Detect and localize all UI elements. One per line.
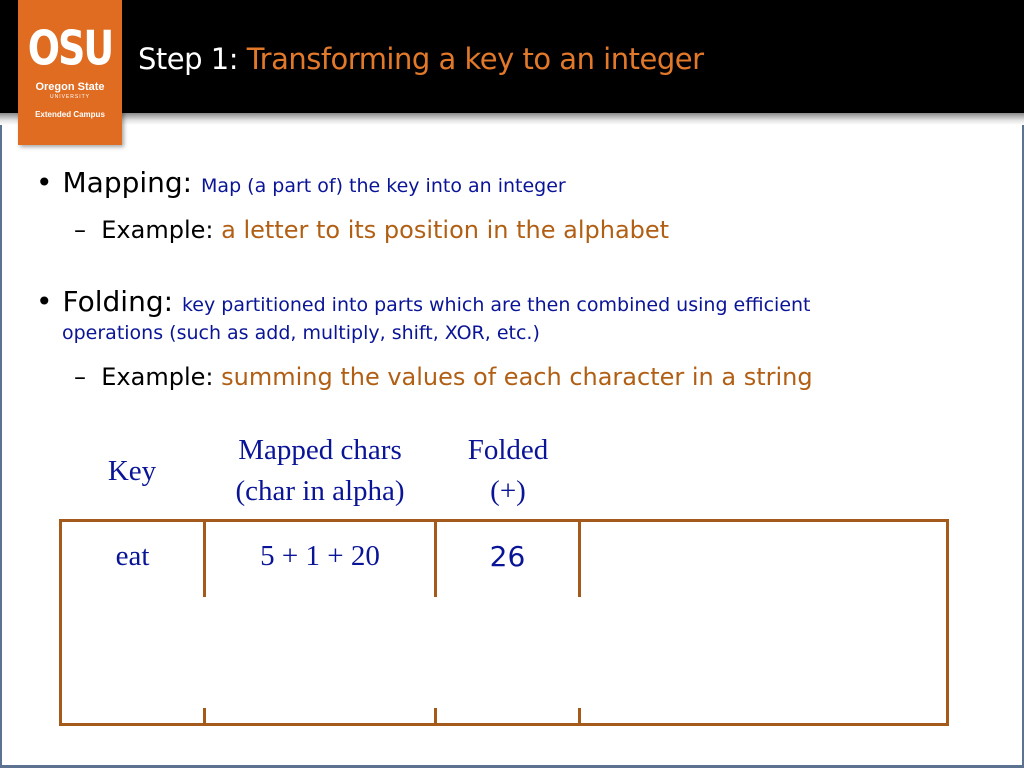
table-cell-mapped: 5 + 1 + 20 <box>260 540 380 572</box>
table-divider <box>578 519 581 597</box>
bullet-dot: • <box>36 285 53 318</box>
bullet-folding-term: Folding: <box>62 285 174 318</box>
column-header-folded <box>438 430 578 512</box>
dash-marker: – <box>74 363 102 391</box>
bullet-dot: • <box>36 166 53 199</box>
bullet-folding-example-text: summing the values of each character in a string <box>221 363 813 391</box>
slide-title-prefix: Step 1: <box>138 42 238 76</box>
bullet-mapping-example-text: a letter to its position in the alphabet <box>221 216 670 244</box>
bullet-folding-description-line1: key partitioned into parts which are then combined using efficient <box>181 294 811 316</box>
column-header-mapped-line1: Mapped chars <box>238 434 402 466</box>
slide-title-main: Transforming a key to an integer <box>246 42 704 76</box>
table-divider <box>434 708 437 726</box>
bullet-folding-example <box>74 363 813 391</box>
bullet-mapping-example <box>74 216 669 244</box>
bullet-folding-example-label: Example: <box>101 363 214 391</box>
bullet-mapping-example-label: Example: <box>101 216 214 244</box>
logo-university-label: UNIVERSITY <box>49 94 90 100</box>
table-cell-key: eat <box>115 540 150 572</box>
dash-marker: – <box>74 216 102 244</box>
bullet-mapping <box>36 166 566 199</box>
column-header-key: Key <box>107 455 157 487</box>
column-header-mapped <box>206 430 434 512</box>
bullet-folding-description-line2: operations (such as add, multiply, shift, XOR, etc.) <box>62 322 540 344</box>
table-divider <box>203 708 206 726</box>
column-header-folded-line1: Folded <box>467 434 549 466</box>
logo-wordmark: OSU <box>27 20 113 76</box>
bullet-mapping-term: Mapping: <box>62 166 193 199</box>
bullet-folding <box>36 285 811 318</box>
logo-university-name: Oregon State <box>35 81 105 93</box>
column-header-mapped-line2: (char in alpha) <box>235 475 405 507</box>
table-divider <box>578 708 581 726</box>
bullet-mapping-description: Map (a part of) the key into an integer <box>201 175 566 197</box>
column-header-folded-line2: (+) <box>490 475 526 507</box>
table-cell-folded: 26 <box>489 540 526 573</box>
logo-unit-name: Extended Campus <box>35 110 105 119</box>
osu-logo <box>18 0 122 145</box>
